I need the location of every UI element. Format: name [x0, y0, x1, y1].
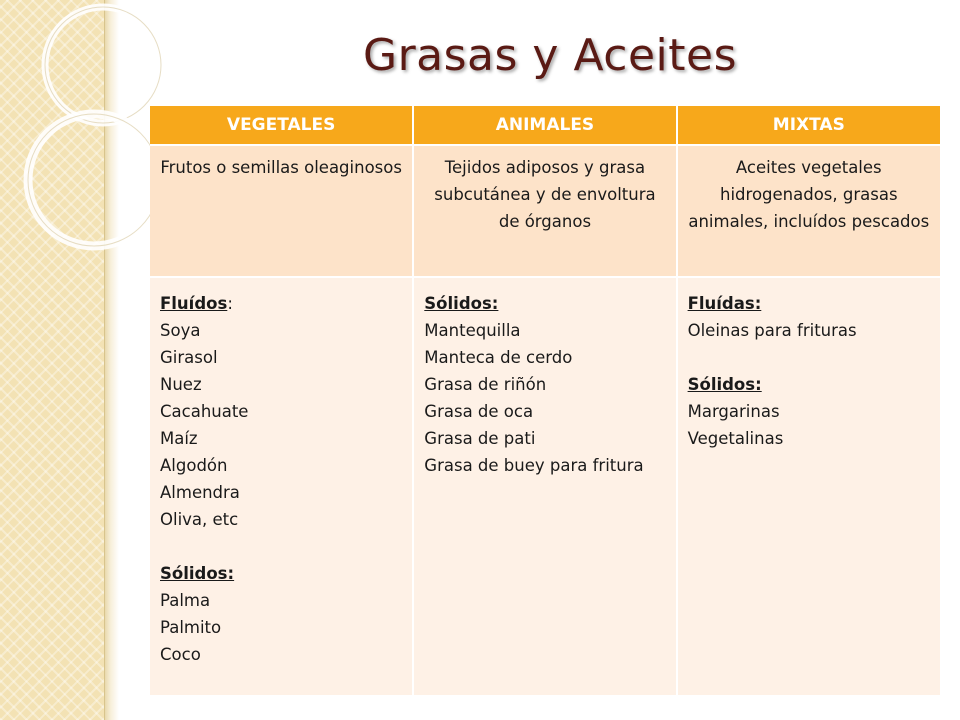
heading-fluidos-text: Fluídos: [160, 294, 228, 313]
list-item: Mantequilla: [424, 321, 521, 340]
header-vegetales: VEGETALES: [150, 106, 413, 145]
list-item: Nuez: [160, 375, 202, 394]
list-item: Oleinas para frituras: [687, 321, 857, 340]
heading-solidos: Sólidos:: [424, 294, 499, 313]
list-item: Margarinas: [687, 402, 780, 421]
list-item: Grasa de riñón: [424, 375, 547, 394]
list-mixtas: [677, 277, 940, 695]
heading-solidos: Sólidos:: [160, 564, 235, 583]
list-item: Grasa de pati: [424, 429, 536, 448]
list-item: Cacahuate: [160, 402, 249, 421]
heading-fluidas: Fluídas:: [687, 294, 762, 313]
list-item: Palma: [160, 591, 211, 610]
list-item: Coco: [160, 645, 201, 664]
heading-fluidos-colon: :: [227, 294, 233, 313]
page-title: Grasas y Aceites: [362, 30, 738, 81]
list-item: Grasa de buey para fritura: [424, 456, 644, 475]
list-item: Soya: [160, 321, 201, 340]
fats-oils-table: [150, 106, 940, 695]
heading-solidos: Sólidos:: [687, 375, 762, 394]
list-item: Algodón: [160, 456, 228, 475]
list-vegetales: [150, 277, 413, 695]
list-item: Vegetalinas: [687, 429, 784, 448]
desc-animales: Tejidos adiposos y grasa subcutánea y de envoltura de órganos: [413, 145, 676, 277]
list-animales: [413, 277, 676, 695]
table-row-lists: [150, 277, 940, 695]
list-item: Girasol: [160, 348, 218, 367]
spacer: [688, 344, 930, 371]
list-item: Manteca de cerdo: [424, 348, 573, 367]
table-header-row: [150, 106, 940, 145]
list-item: Almendra: [160, 483, 240, 502]
desc-vegetales: Frutos o semillas oleaginosos: [150, 145, 413, 277]
table-row-descriptions: [150, 145, 940, 277]
list-item: Palmito: [160, 618, 222, 637]
header-mixtas: MIXTAS: [677, 106, 940, 145]
header-animales: ANIMALES: [413, 106, 676, 145]
list-item: Oliva, etc: [160, 510, 239, 529]
desc-mixtas: Aceites vegetales hidrogenados, grasas animales, incluídos pescados: [677, 145, 940, 277]
list-item: Grasa de oca: [424, 402, 534, 421]
list-item: Maíz: [160, 429, 198, 448]
spacer: [160, 533, 402, 560]
heading-fluidos: [160, 290, 402, 317]
